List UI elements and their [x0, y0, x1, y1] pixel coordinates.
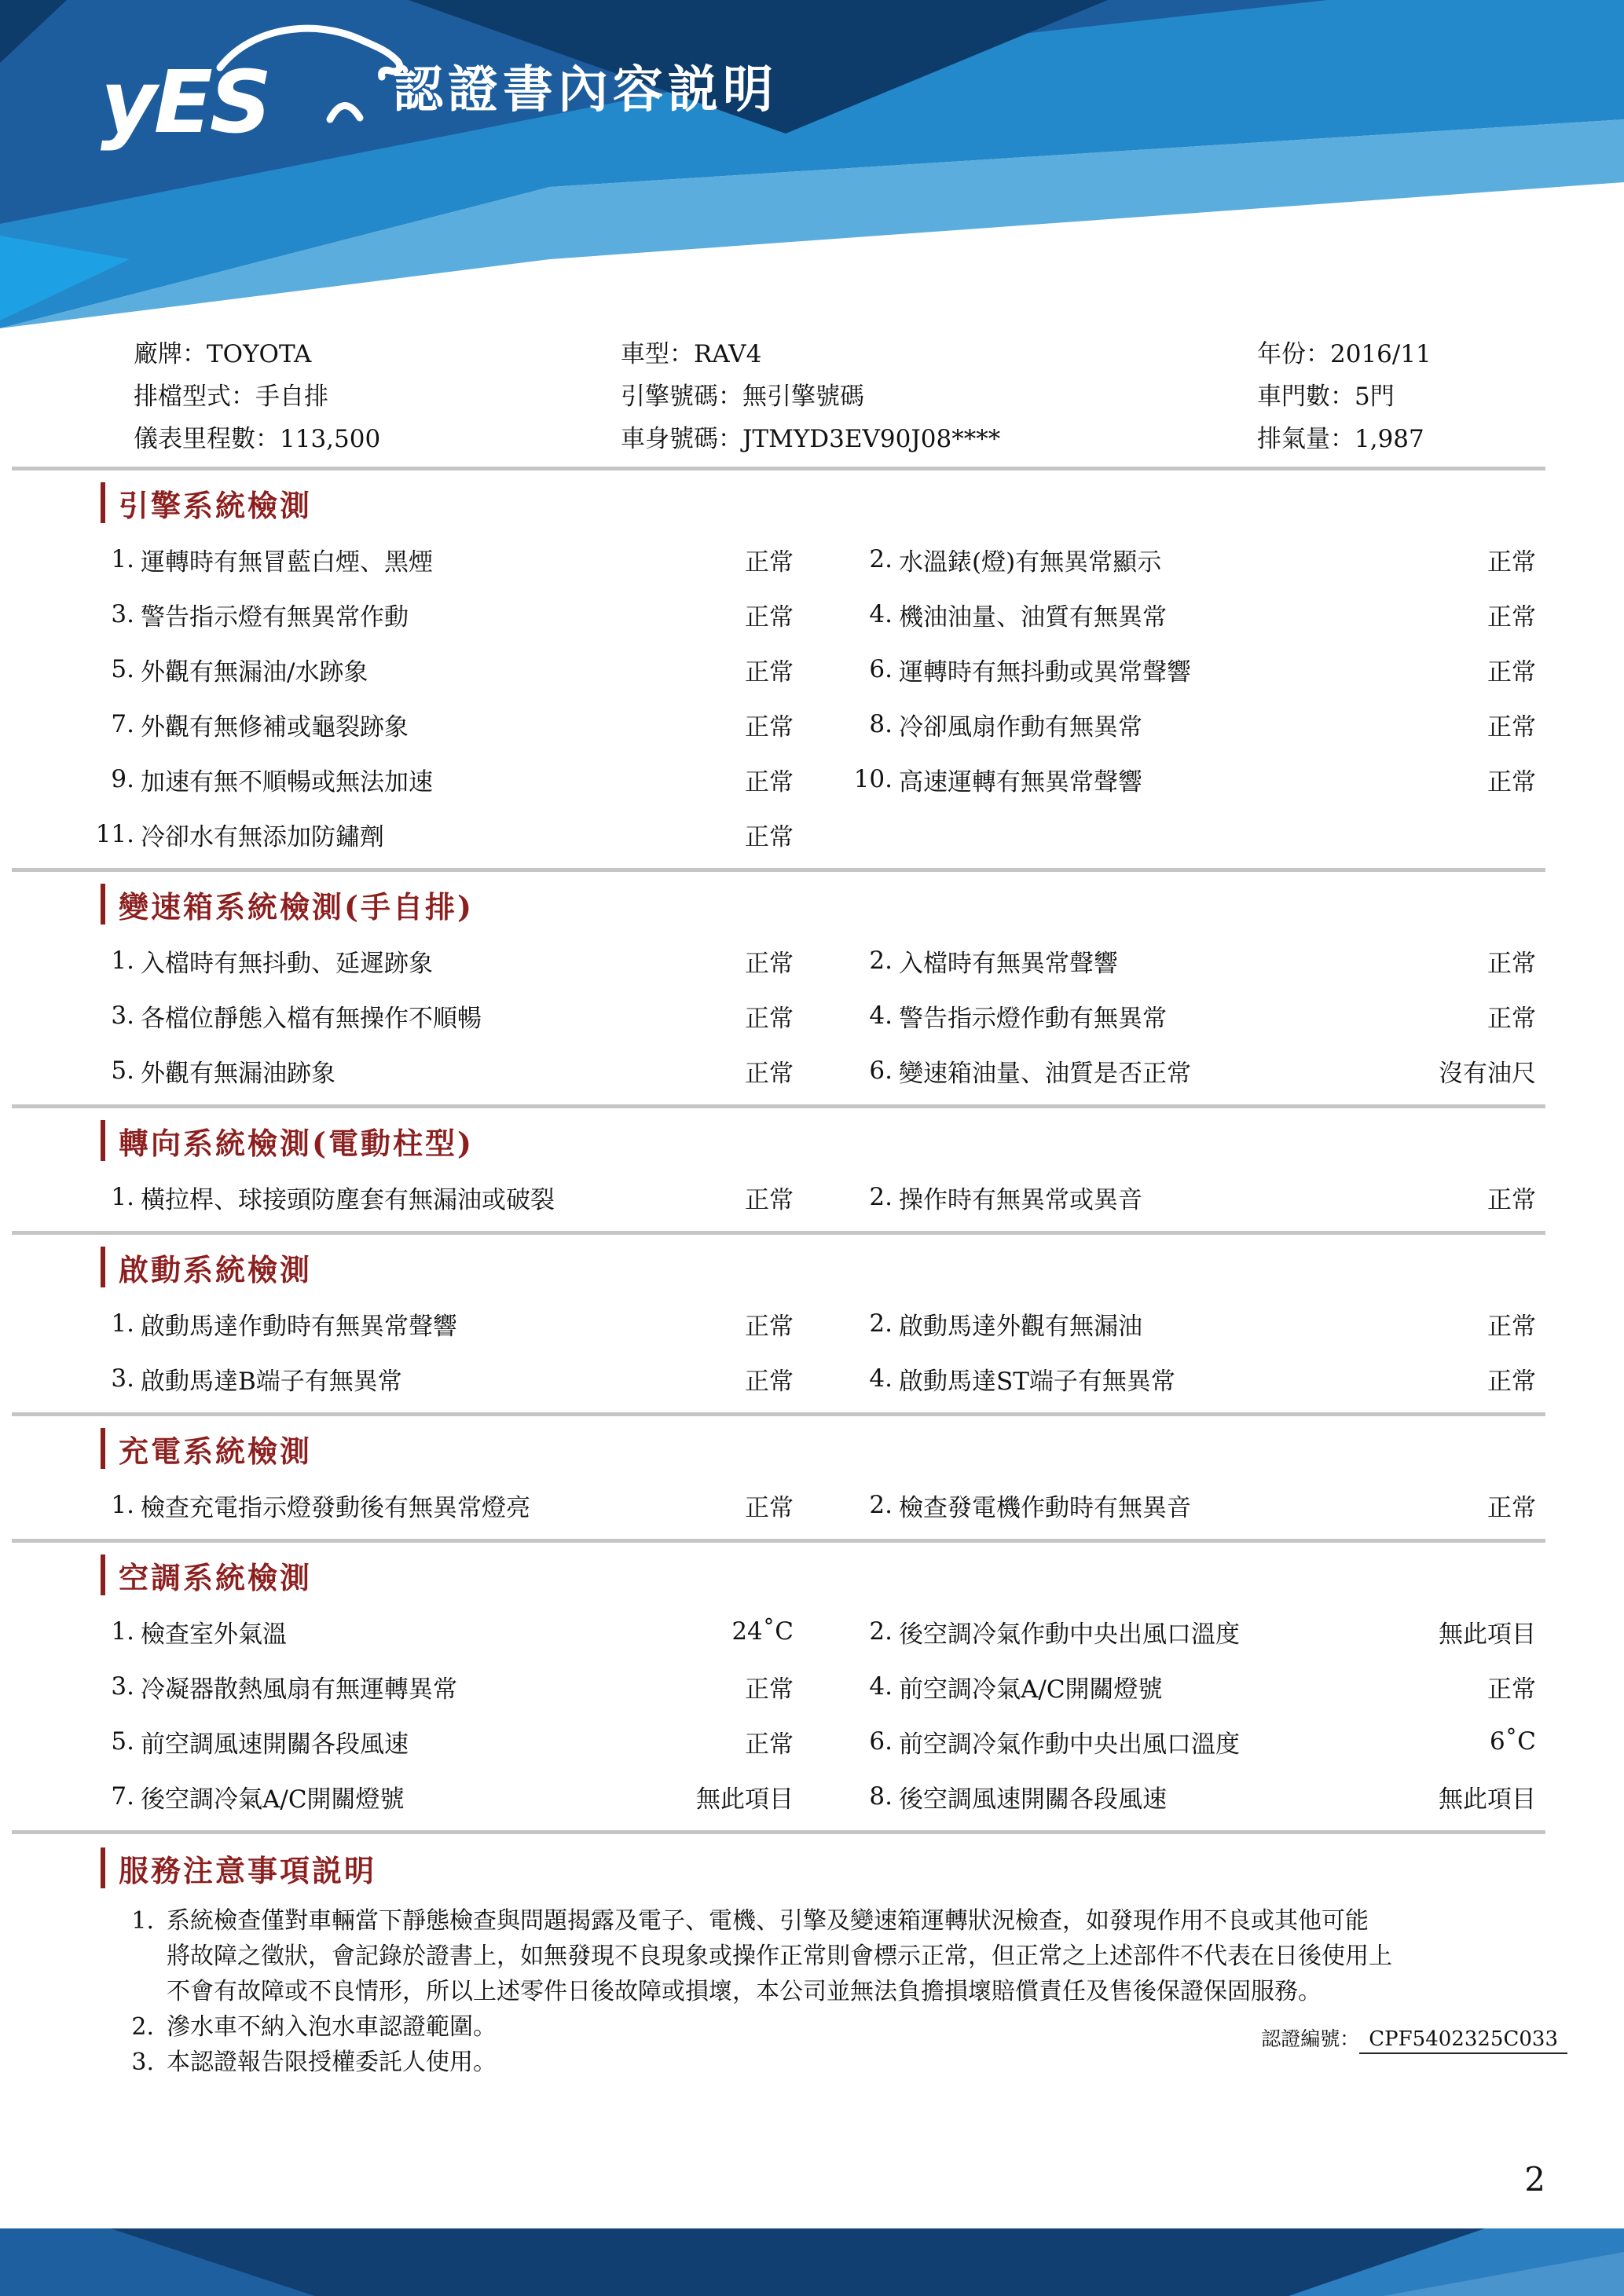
item-result: 正常: [1487, 949, 1536, 978]
page-number: 2: [1524, 2160, 1545, 2199]
items-grid: [90, 532, 1624, 862]
vehicle-field: [1257, 333, 1624, 375]
item-number: 6.: [869, 1727, 893, 1756]
note-line: 本認證報告限授權委託人使用。: [167, 2049, 497, 2076]
inspection-item: [90, 1659, 794, 1714]
item-text: 冷卻風扇作動有無異常: [899, 712, 1142, 742]
inspection-item: [90, 587, 794, 642]
red-bar: [101, 884, 105, 925]
item-result: 正常: [1487, 1367, 1536, 1396]
section-starting: [0, 1244, 1624, 1416]
item-result: 正常: [745, 822, 794, 851]
item-number: 11.: [95, 820, 134, 848]
section-head-transmission: [101, 881, 1624, 927]
section-engine: [0, 480, 1624, 872]
section-title-engine: 引擎系統檢測: [119, 487, 313, 523]
item-number: 3.: [111, 600, 134, 628]
item-result: 正常: [745, 1004, 794, 1033]
section-aircon: [0, 1552, 1624, 1834]
inspection-item: [849, 1478, 1536, 1532]
footer-shape-dark: [110, 2228, 1485, 2296]
item-result: 正常: [745, 1185, 794, 1214]
item-result: 無此項目: [1439, 1785, 1536, 1814]
vehicle-field-label: 排氣量：: [1257, 425, 1355, 453]
note-line: 滲水車不納入泡水車認證範圍。: [167, 2013, 497, 2041]
section-separator: [12, 1104, 1545, 1108]
inspection-item: [849, 532, 1536, 587]
item-result: 正常: [1487, 767, 1536, 796]
inspection-item: [90, 807, 794, 862]
note-number: 1.: [131, 1907, 154, 1935]
vehicle-field-value: 無引擎號碼: [742, 383, 864, 411]
inspection-item: [90, 1714, 794, 1769]
item-result: 正常: [745, 1367, 794, 1396]
vehicle-field-label: 車門數：: [1257, 383, 1355, 411]
item-text: 前空調冷氣作動中央出風口溫度: [899, 1730, 1240, 1759]
item-text: 各檔位靜態入檔有無操作不順暢: [141, 1004, 482, 1033]
item-number: 1.: [111, 545, 134, 573]
item-result: 正常: [745, 1059, 794, 1088]
item-text: 高速運轉有無異常聲響: [899, 767, 1142, 796]
section-head-aircon: [101, 1552, 1624, 1598]
item-number: 9.: [111, 765, 134, 793]
item-number: 2.: [869, 1491, 893, 1519]
section-head-charging: [101, 1426, 1624, 1471]
item-text: 啟動馬達B端子有無異常: [141, 1367, 402, 1396]
items-grid: [90, 1478, 1624, 1532]
item-number: 4.: [869, 1364, 893, 1393]
vehicle-info: [134, 333, 1624, 460]
red-bar: [101, 1847, 105, 1888]
vehicle-field-value: 1,987: [1355, 425, 1424, 453]
vehicle-field: [1257, 418, 1624, 460]
inspection-item: [90, 1478, 794, 1532]
section-title-starting: 啟動系統檢測: [119, 1251, 313, 1287]
inspection-item: [90, 1769, 794, 1824]
inspection-item: [90, 988, 794, 1043]
item-number: 7.: [111, 1782, 134, 1811]
item-text: 啟動馬達ST端子有無異常: [899, 1367, 1175, 1396]
item-number: 5.: [111, 1727, 134, 1756]
item-text: 冷卻水有無添加防鏽劑: [141, 822, 384, 851]
vehicle-field: [621, 375, 1257, 418]
vehicle-field: [621, 333, 1257, 375]
section-head-starting: [101, 1244, 1624, 1290]
red-bar: [101, 1120, 105, 1161]
vehicle-field-label: 排檔型式：: [134, 383, 255, 411]
inspection-item: [90, 752, 794, 807]
inspection-item: [90, 642, 794, 697]
item-result: 正常: [1487, 1312, 1536, 1341]
header-banner: [0, 0, 1624, 330]
vehicle-field: [1257, 375, 1624, 418]
item-number: 1.: [111, 1309, 134, 1338]
item-text: 加速有無不順暢或無法加速: [141, 767, 433, 796]
vehicle-field-value: 2016/11: [1330, 340, 1432, 368]
item-result: 6˚C: [1490, 1727, 1536, 1756]
vehicle-field-label: 車型：: [621, 340, 694, 368]
vehicle-field-label: 廠牌：: [134, 340, 207, 368]
item-result: 正常: [745, 1312, 794, 1341]
item-number: 1.: [111, 947, 134, 975]
section-title-transmission: 變速箱系統檢測(手自排): [119, 888, 474, 925]
inspection-item: [90, 1043, 794, 1098]
inspection-item: [849, 1351, 1536, 1406]
red-bar: [101, 1247, 105, 1287]
section-title-steering: 轉向系統檢測(電動柱型): [119, 1125, 474, 1161]
section-head-engine: [101, 480, 1624, 525]
item-result: 正常: [745, 1730, 794, 1759]
item-text: 前空調冷氣A/C開關燈號: [899, 1675, 1163, 1704]
item-number: 3.: [111, 1672, 134, 1701]
inspection-item: [849, 1604, 1536, 1659]
item-result: 沒有油尺: [1439, 1059, 1536, 1088]
notes-title: 服務注意事項説明: [119, 1852, 377, 1888]
section-separator: [12, 868, 1545, 872]
item-number: 8.: [869, 1782, 893, 1811]
item-text: 水溫錶(燈)有無異常顯示: [899, 547, 1162, 577]
section-separator: [12, 1830, 1545, 1834]
vehicle-field-value: 113,500: [280, 425, 381, 453]
cert-number-label: 認證編號：: [1261, 2027, 1360, 2050]
item-number: 3.: [111, 1364, 134, 1393]
item-result: 正常: [1487, 1004, 1536, 1033]
inspection-item: [849, 1659, 1536, 1714]
items-grid: [90, 933, 1624, 1098]
item-number: 1.: [111, 1491, 134, 1519]
item-text: 警告指示燈作動有無異常: [899, 1004, 1167, 1033]
inspection-item: [90, 697, 794, 752]
vehicle-field-label: 引擎號碼：: [621, 383, 742, 411]
item-number: 1.: [111, 1617, 134, 1646]
note-line: 不會有故障或不良情形，所以上述零件日後故障或損壞，本公司並無法負擔損壞賠償責任及售後保證保固服務。: [167, 1978, 1322, 2005]
inspection-item: [849, 1714, 1536, 1769]
item-text: 警告指示燈有無異常作動: [141, 602, 409, 632]
item-number: 4.: [869, 600, 893, 628]
item-number: 1.: [111, 1183, 134, 1211]
item-result: 正常: [1487, 547, 1536, 577]
item-text: 後空調冷氣A/C開關燈號: [141, 1785, 405, 1814]
item-result: 正常: [1487, 1493, 1536, 1522]
item-text: 機油油量、油質有無異常: [899, 602, 1167, 632]
item-text: 後空調風速開關各段風速: [899, 1785, 1167, 1814]
item-text: 操作時有無異常或異音: [899, 1185, 1142, 1214]
inspection-item: [90, 1351, 794, 1406]
item-text: 後空調冷氣作動中央出風口溫度: [899, 1620, 1240, 1649]
sections: [0, 480, 1624, 1834]
item-text: 變速箱油量、油質是否正常: [899, 1059, 1191, 1088]
item-text: 啟動馬達外觀有無漏油: [899, 1312, 1142, 1341]
inspection-item: [849, 697, 1536, 752]
vehicle-field-label: 車身號碼：: [621, 425, 742, 453]
items-grid: [90, 1170, 1624, 1225]
red-bar: [101, 1554, 105, 1595]
vehicle-field-label: 儀表里程數：: [134, 425, 280, 453]
inspection-item: [849, 752, 1536, 807]
item-number: 2.: [869, 545, 893, 573]
item-result: 正常: [1487, 657, 1536, 687]
section-separator: [12, 1412, 1545, 1416]
note-lines: [167, 1903, 1545, 2009]
item-number: 7.: [111, 710, 134, 738]
item-result: 正常: [745, 1493, 794, 1522]
item-text: 檢查發電機作動時有無異音: [899, 1493, 1191, 1522]
inspection-item: [849, 642, 1536, 697]
note-number: 2.: [131, 2013, 154, 2041]
item-text: 外觀有無漏油跡象: [141, 1059, 335, 1088]
red-bar: [101, 1428, 105, 1469]
note-item: [110, 1903, 1545, 2009]
item-number: 3.: [111, 1002, 134, 1030]
yes-logo-text: yES: [101, 52, 269, 152]
item-text: 運轉時有無冒藍白煙、黑煙: [141, 547, 433, 577]
inspection-item: [849, 1296, 1536, 1351]
item-result: 正常: [745, 657, 794, 687]
separator: [12, 467, 1545, 471]
items-grid: [90, 1604, 1624, 1824]
item-number: 4.: [869, 1002, 893, 1030]
vehicle-field-label: 年份：: [1257, 340, 1330, 368]
item-result: 正常: [745, 547, 794, 577]
note-line: 將故障之徵狀，會記錄於證書上，如無發現不良現象或操作正常則會標示正常，但正常之上述部件不代表在日後使用上: [167, 1943, 1392, 1970]
section-separator: [12, 1539, 1545, 1543]
item-text: 入檔時有無抖動、延遲跡象: [141, 949, 433, 978]
inspection-item: [849, 587, 1536, 642]
cert-number-value: CPF5402325C033: [1359, 2027, 1567, 2054]
item-result: 正常: [745, 767, 794, 796]
item-number: 2.: [869, 947, 893, 975]
item-result: 無此項目: [696, 1785, 794, 1814]
inspection-item: [849, 1170, 1536, 1225]
item-text: 外觀有無漏油/水跡象: [141, 657, 368, 687]
vehicle-field: [134, 375, 621, 418]
inspection-item: [90, 1296, 794, 1351]
item-text: 橫拉桿、球接頭防塵套有無漏油或破裂: [141, 1185, 555, 1214]
note-number: 3.: [131, 2049, 154, 2076]
item-result: 正常: [745, 712, 794, 742]
item-result: 正常: [1487, 712, 1536, 742]
section-steering: [0, 1118, 1624, 1235]
vehicle-field: [134, 418, 621, 460]
item-result: 正常: [1487, 602, 1536, 632]
inspection-item: [90, 1170, 794, 1225]
vehicle-field-value: RAV4: [694, 340, 762, 368]
vehicle-field-value: JTMYD3EV90J08****: [742, 425, 1001, 453]
page-title: 認證書內容説明: [393, 61, 778, 119]
footer-banner: [0, 2228, 1624, 2296]
item-number: 5.: [111, 1056, 134, 1085]
item-number: 4.: [869, 1672, 893, 1701]
item-result: 正常: [1487, 1675, 1536, 1704]
inspection-item: [849, 988, 1536, 1043]
section-transmission: [0, 881, 1624, 1108]
note-list: [110, 1903, 1545, 2080]
cert-number: [1261, 2023, 1567, 2052]
item-text: 入檔時有無異常聲響: [899, 949, 1118, 978]
item-result: 無此項目: [1439, 1620, 1536, 1649]
item-result: 正常: [745, 602, 794, 632]
item-number: 10.: [853, 765, 893, 793]
vehicle-field: [621, 418, 1257, 460]
item-number: 6.: [869, 1056, 893, 1085]
item-text: 檢查充電指示燈發動後有無異常燈亮: [141, 1493, 530, 1522]
vehicle-field: [134, 333, 621, 375]
items-grid: [90, 1296, 1624, 1406]
item-text: 冷凝器散熱風扇有無運轉異常: [141, 1675, 457, 1704]
red-bar: [101, 482, 105, 523]
item-number: 2.: [869, 1183, 893, 1211]
vehicle-field-value: TOYOTA: [207, 340, 312, 368]
item-text: 啟動馬達作動時有無異常聲響: [141, 1312, 457, 1341]
section-title-aircon: 空調系統檢測: [119, 1559, 313, 1595]
item-result: 正常: [745, 949, 794, 978]
item-result: 正常: [1487, 1185, 1536, 1214]
vehicle-field-value: 5門: [1355, 383, 1395, 411]
note-line: 系統檢查僅對車輛當下靜態檢查與問題揭露及電子、電機、引擎及變速箱運轉狀況檢查，如發現作用不良或其他可能: [167, 1907, 1369, 1935]
section-title-charging: 充電系統檢測: [119, 1433, 313, 1469]
item-number: 6.: [869, 655, 893, 683]
inspection-item: [849, 1043, 1536, 1098]
item-result: 24˚C: [731, 1617, 794, 1646]
item-number: 2.: [869, 1309, 893, 1338]
inspection-item: [849, 933, 1536, 988]
item-text: 前空調風速開關各段風速: [141, 1730, 409, 1759]
section-charging: [0, 1426, 1624, 1543]
vehicle-field-value: 手自排: [255, 383, 328, 411]
item-text: 檢查室外氣溫: [141, 1620, 287, 1649]
item-number: 5.: [111, 655, 134, 683]
item-result: 正常: [745, 1675, 794, 1704]
inspection-item: [90, 1604, 794, 1659]
inspection-item: [849, 1769, 1536, 1824]
inspection-item: [90, 933, 794, 988]
item-text: 運轉時有無抖動或異常聲響: [899, 657, 1191, 687]
section-separator: [12, 1231, 1545, 1235]
notes-head: [101, 1845, 1624, 1891]
item-text: 外觀有無修補或龜裂跡象: [141, 712, 409, 742]
inspection-item: [90, 532, 794, 587]
item-number: 2.: [869, 1617, 893, 1646]
section-head-steering: [101, 1118, 1624, 1163]
item-number: 8.: [869, 710, 893, 738]
